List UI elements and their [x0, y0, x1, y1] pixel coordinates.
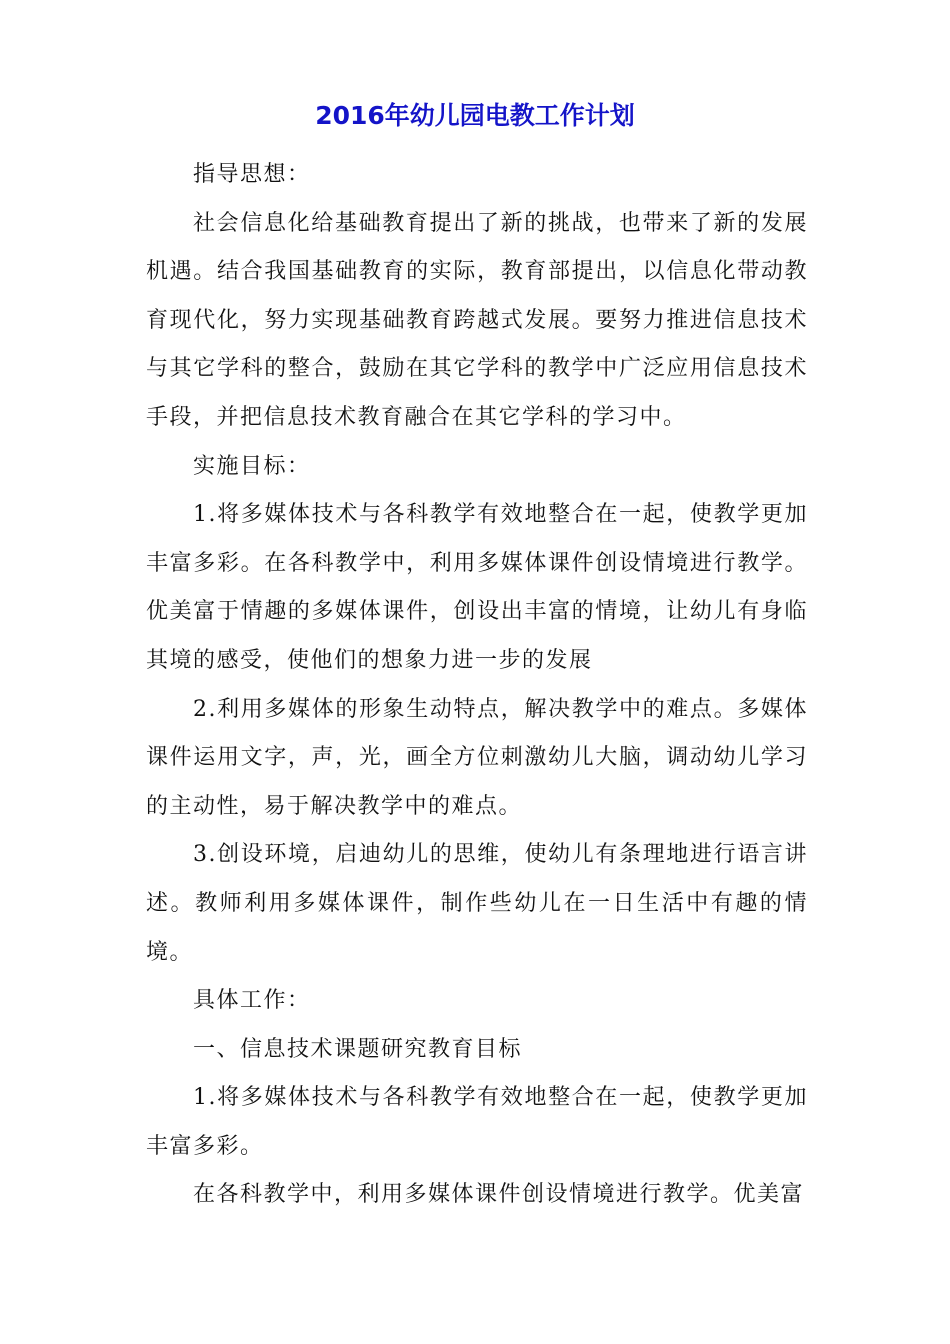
goal-item-1: 1.将多媒体技术与各科教学有效地整合在一起，使教学更加丰富多彩。在各科教学中，利用多媒体课件创设情境进行教学。优美富于情趣的多媒体课件，创设出丰富的情境，让幼儿有身临其境的感受，使他们的想象力进一步的发展 [146, 502, 808, 673]
research-goal-item-1: 1.将多媒体技术与各科教学有效地整合在一起，使教学更加丰富多彩。 [146, 1085, 808, 1159]
goal-item-3: 3.创设环境，启迪幼儿的思维，使幼儿有条理地进行语言讲述。教师利用多媒体课件，制作些幼儿在一日生活中有趣的情境。 [146, 842, 808, 965]
section-heading-research-goals: 一、信息技术课题研究教育目标 [193, 1036, 523, 1062]
heading-implementation-goals: 实施目标： [193, 453, 311, 479]
document-body [146, 151, 808, 1220]
heading-specific-work: 具体工作： [193, 988, 311, 1014]
paragraph-guiding-ideology: 社会信息化给基础教育提出了新的挑战，也带来了新的发展机遇。结合我国基础教育的实际，教育部提出，以信息化带动教育现代化，努力实现基础教育跨越式发展。要努力推进信息技术与其它学科的整合，鼓励在其它学科的教学中广泛应用信息技术手段，并把信息技术教育融合在其它学科的学习中。 [146, 210, 808, 430]
document-title: 2016年幼儿园电教工作计划 [315, 101, 635, 130]
heading-guiding-ideology: 指导思想： [193, 162, 311, 187]
goal-item-2: 2.利用多媒体的形象生动特点，解决教学中的难点。多媒体课件运用文字，声，光，画全方位刺激幼儿大脑，调动幼儿学习的主动性，易于解决教学中的难点。 [146, 696, 808, 819]
paragraph-teaching-context: 在各科教学中，利用多媒体课件创设情境进行教学。优美富 [193, 1182, 805, 1208]
